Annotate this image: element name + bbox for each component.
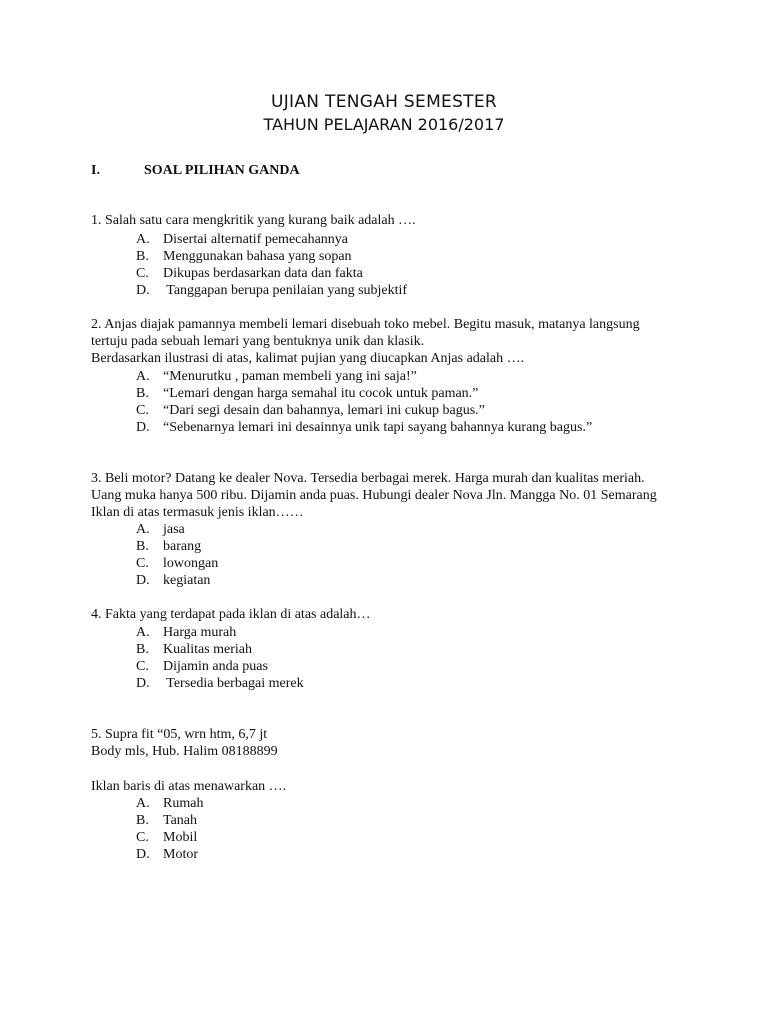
option-letter: A.: [136, 522, 150, 537]
option-text: Motor: [163, 847, 198, 862]
option-letter: C.: [136, 659, 149, 674]
question-2-option-a: [136, 368, 417, 385]
question-4-text: 4. Fakta yang terdapat pada iklan di atas adalah…: [91, 607, 371, 622]
question-5-option-c: [136, 829, 197, 846]
exam-subtitle: TAHUN PELAJARAN 2016/2017: [263, 115, 505, 134]
option-text: Tanah: [163, 813, 198, 828]
option-text: “Menurutku , paman membeli yang ini saja!”: [163, 369, 417, 384]
question-2-text-line-1: 2. Anjas diajak pamannya membeli lemari disebuah toko mebel. Begitu masuk, matanya langsung: [91, 317, 640, 332]
option-text: Dijamin anda puas: [163, 659, 268, 674]
option-letter: A.: [136, 796, 150, 811]
question-3-option-d: [136, 572, 210, 589]
question-5-ad-line-2: Body mls, Hub. Halim 08188899: [91, 744, 278, 759]
option-text: Tersedia berbagai merek: [163, 676, 304, 691]
question-2-option-b: [136, 385, 478, 402]
option-text: “Dari segi desain dan bahannya, lemari ini cukup bagus.”: [163, 403, 485, 418]
question-2-option-d: [136, 419, 592, 436]
section-number: I.: [91, 163, 100, 178]
option-letter: B.: [136, 642, 149, 657]
question-2-text-line-2: tertuju pada sebuah lemari yang bentuknya unik dan klasik.: [91, 334, 425, 349]
question-3-text-line-2: Uang muka hanya 500 ribu. Dijamin anda puas. Hubungi dealer Nova Jln. Mangga No. 01 Semarang: [91, 488, 657, 503]
exam-title: UJIAN TENGAH SEMESTER: [270, 92, 498, 112]
option-text: Menggunakan bahasa yang sopan: [163, 249, 352, 264]
option-letter: D.: [136, 573, 150, 588]
question-4-option-d: [136, 675, 304, 692]
option-text: Rumah: [163, 796, 204, 811]
section-heading: [91, 163, 300, 179]
question-4-option-a: [136, 624, 236, 641]
option-text: Tanggapan berupa penilaian yang subjektif: [163, 283, 408, 298]
option-text: Kualitas meriah: [163, 642, 253, 657]
option-letter: A.: [136, 625, 150, 640]
option-text: Mobil: [163, 830, 198, 845]
question-5-option-a: [136, 795, 203, 812]
option-letter: C.: [136, 830, 149, 845]
question-3-text-line-3: Iklan di atas termasuk jenis iklan……: [91, 505, 304, 520]
question-5-text: Iklan baris di atas menawarkan ….: [91, 779, 287, 794]
question-1-option-a: [136, 231, 348, 248]
option-letter: B.: [136, 813, 149, 828]
question-3-option-c: [136, 555, 218, 572]
question-1-text: 1. Salah satu cara mengkritik yang kurang baik adalah ….: [91, 213, 416, 228]
question-5-option-d: [136, 846, 198, 863]
question-4-option-c: [136, 658, 268, 675]
option-letter: D.: [136, 420, 150, 435]
question-2-text-line-3: Berdasarkan ilustrasi di atas, kalimat pujian yang diucapkan Anjas adalah ….: [91, 351, 525, 366]
section-label: SOAL PILIHAN GANDA: [144, 163, 300, 178]
option-letter: A.: [136, 369, 150, 384]
option-text: “Lemari dengan harga semahal itu cocok untuk paman.”: [163, 386, 479, 401]
option-letter: B.: [136, 386, 149, 401]
option-text: “Sebenarnya lemari ini desainnya unik tapi sayang bahannya kurang bagus.”: [163, 420, 593, 435]
option-letter: A.: [136, 232, 150, 247]
question-3-option-b: [136, 538, 201, 555]
question-3-option-a: [136, 521, 185, 538]
question-1-option-d: [136, 282, 407, 299]
option-letter: D.: [136, 676, 150, 691]
option-text: Disertai alternatif pemecahannya: [163, 232, 349, 247]
question-5-ad-line-1: 5. Supra fit “05, wrn htm, 6,7 jt: [91, 727, 268, 742]
option-text: kegiatan: [163, 573, 211, 588]
option-letter: C.: [136, 556, 149, 571]
option-text: Harga murah: [163, 625, 237, 640]
question-1-option-c: [136, 265, 363, 282]
option-letter: D.: [136, 283, 150, 298]
question-2-option-c: [136, 402, 485, 419]
option-letter: C.: [136, 403, 149, 418]
option-text: jasa: [163, 522, 185, 537]
option-text: Dikupas berdasarkan data dan fakta: [163, 266, 363, 281]
question-3-text-line-1: 3. Beli motor? Datang ke dealer Nova. Tersedia berbagai merek. Harga murah dan kualitas meriah.: [91, 471, 645, 486]
question-4-option-b: [136, 641, 252, 658]
question-1-option-b: [136, 248, 352, 265]
option-letter: C.: [136, 266, 149, 281]
question-5-option-b: [136, 812, 197, 829]
option-text: lowongan: [163, 556, 219, 571]
option-letter: B.: [136, 539, 149, 554]
option-letter: D.: [136, 847, 150, 862]
option-letter: B.: [136, 249, 149, 264]
option-text: barang: [163, 539, 202, 554]
